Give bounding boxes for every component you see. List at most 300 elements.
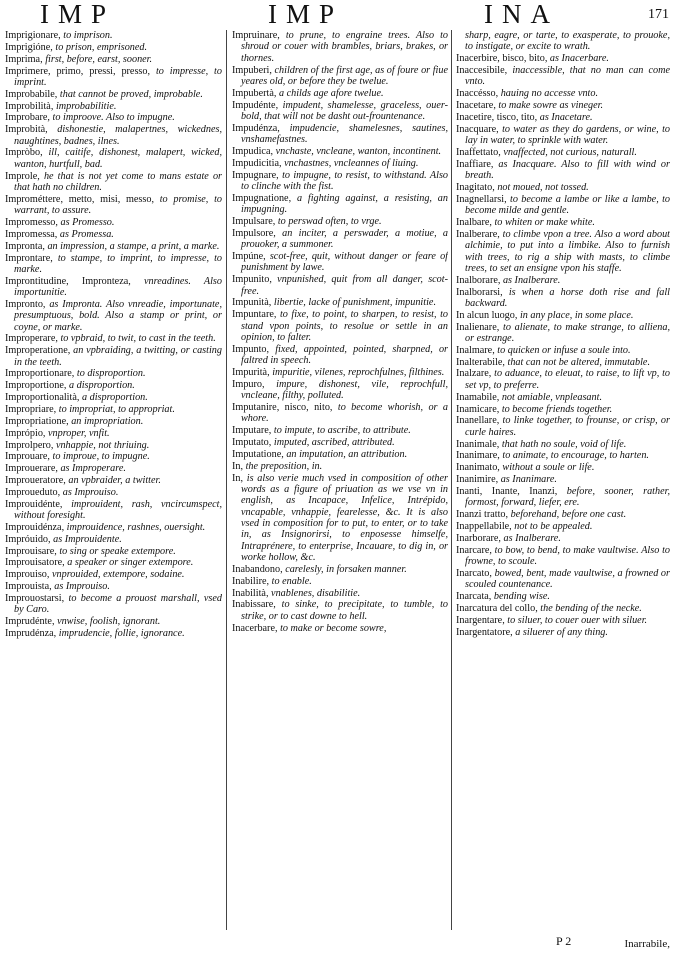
dictionary-entry xyxy=(232,461,448,472)
entry-definition: to aduance, to eleuat, to raise, to lift vp, to set vp, to preferre. xyxy=(465,368,670,391)
dictionary-entry xyxy=(456,450,670,461)
dictionary-entry xyxy=(5,616,222,627)
dictionary-entry xyxy=(456,392,670,403)
entry-definition: bending wise. xyxy=(493,591,550,602)
entry-definition: a childs age afore twelue. xyxy=(278,87,384,99)
entry-headword: Impubertà, xyxy=(232,87,277,99)
dictionary-entry xyxy=(232,65,448,88)
entry-definition: as Inalberare. xyxy=(502,274,561,286)
entry-headword: Inargentatore, xyxy=(456,626,513,638)
entry-headword: Improueratore, xyxy=(5,475,66,487)
entry-headword: Inanzi tratto, xyxy=(456,509,509,521)
entry-definition: before, sooner, rather, formost, forward, liefer, ere. xyxy=(465,485,670,509)
dictionary-entry xyxy=(456,112,670,123)
entry-definition: to enable. xyxy=(271,575,312,587)
entry-definition: an inciter, a perswader, a motiue, a prouoker, a summoner. xyxy=(241,227,448,251)
entry-definition: vnablenes, disabilitie. xyxy=(271,587,361,599)
entry-headword: Improuare, xyxy=(5,451,50,463)
entry-headword: Inaffettato, xyxy=(456,146,501,158)
entry-headword: Impuro, xyxy=(232,378,265,390)
entry-definition: ill, caitife, dishonest, malapert, wicked, wanton, hurtfull, bad. xyxy=(14,147,222,170)
dictionary-entry xyxy=(456,53,670,64)
entry-headword: Inalborarsi, xyxy=(456,286,503,298)
entry-headword: Impròbo, xyxy=(5,147,43,159)
entry-definition: to improue, to impugne. xyxy=(52,451,150,463)
entry-headword: Impulsare, xyxy=(232,216,276,227)
entry-definition: as Inacerbare. xyxy=(549,53,609,65)
entry-definition: first, before, earst, sooner. xyxy=(45,53,153,65)
entry-headword: Inalborare, xyxy=(456,274,501,286)
entry-headword: Improbilità, xyxy=(5,100,54,112)
entry-definition: as Promesso. xyxy=(60,217,115,228)
entry-definition: vnchaste, vncleane, wanton, incontinent. xyxy=(275,145,442,157)
dictionary-entry xyxy=(456,345,670,356)
entry-definition: a siluerer of any thing. xyxy=(515,626,608,638)
dictionary-entry xyxy=(456,368,670,391)
dictionary-entry xyxy=(5,440,222,451)
entry-headword: Inaccésso, xyxy=(456,88,499,100)
dictionary-entry xyxy=(456,159,670,182)
entry-definition: as Impronta. Also vnreadie, importunate, presumptuous, bold. Also a stamp or print, or coyne, or marke. xyxy=(14,298,222,333)
entry-headword: Imputare, xyxy=(232,425,272,437)
entry-headword: Inarborare, xyxy=(456,532,501,544)
entry-headword: Inalterabile, xyxy=(456,356,505,368)
dictionary-entry xyxy=(5,89,222,100)
entry-headword: Improuista, xyxy=(5,581,52,593)
dictionary-entry xyxy=(232,379,448,402)
entry-headword: Inalmare, xyxy=(456,344,495,356)
entry-headword: Impulsore, xyxy=(232,227,276,239)
dictionary-entry xyxy=(456,310,670,321)
dictionary-entry xyxy=(5,416,222,427)
entry-headword: Improlpero, xyxy=(5,439,54,451)
entry-definition: as Improuiso. xyxy=(62,486,119,498)
dictionary-entry xyxy=(5,345,222,368)
entry-headword: Impunito, xyxy=(232,274,272,286)
entry-definition: libertie, lacke of punishment, impunitie. xyxy=(273,297,436,309)
entry-definition: to stampe, to imprint, to impresse, to marke. xyxy=(14,252,222,275)
entry-definition: an imputation, an attribution. xyxy=(286,448,408,460)
entry-headword: Improperare, xyxy=(5,333,58,345)
entry-headword: Impropriare, xyxy=(5,404,57,415)
dictionary-entry xyxy=(456,615,670,626)
entry-definition: to become a prouost marshall, vsed by Caro. xyxy=(14,593,222,616)
entry-headword: Improbabile, xyxy=(5,88,58,100)
dictionary-entry xyxy=(5,392,222,403)
dictionary-entry xyxy=(456,603,670,614)
dictionary-entry xyxy=(456,287,670,310)
dictionary-entry xyxy=(5,628,222,639)
entry-headword: Inagitato, xyxy=(456,181,495,193)
entry-definition: to become whorish, or a whore. xyxy=(241,402,448,425)
entry-definition: a speaker or singer extempore. xyxy=(67,557,194,569)
entry-headword: Inacquare, xyxy=(456,123,499,135)
dictionary-entry xyxy=(232,30,448,64)
entry-definition: to linke together, to frounse, or crisp, or curle haires. xyxy=(465,415,670,438)
entry-headword: Inanimire, xyxy=(456,474,499,486)
entry-definition: fixed, appointed, pointed, sharpned, or faltred in speech. xyxy=(241,343,448,367)
entry-headword: Imprima, xyxy=(5,53,43,65)
dictionary-entry xyxy=(5,499,222,522)
dictionary-entry xyxy=(5,101,222,112)
dictionary-entry xyxy=(5,229,222,240)
entry-headword: Improportione, xyxy=(5,380,67,392)
dictionary-entry xyxy=(5,241,222,252)
entry-definition: to impresse, to imprint. xyxy=(14,65,222,88)
dictionary-entry xyxy=(232,309,448,343)
dictionary-entry xyxy=(5,581,222,592)
entry-definition: to animate, to encourage, to harten. xyxy=(502,450,649,462)
entry-definition: impudent, shamelesse, graceless, ouer-bold, that will not be dasht out-frountenance. xyxy=(241,99,448,122)
entry-definition: impudencie, shamelesnes, sautines, vnshamefastnes. xyxy=(241,122,448,146)
entry-headword: Improuisare, xyxy=(5,545,57,557)
entry-definition: vnprouided, extempore, sodaine. xyxy=(51,569,185,581)
dictionary-entry xyxy=(232,158,448,169)
dictionary-entry xyxy=(5,299,222,333)
entry-definition: dishonestie, malapertnes, wickednes, naughtines, badnes, ilnes. xyxy=(14,124,222,147)
entry-definition: impuritie, vilenes, reprochfulnes, filthines. xyxy=(272,366,445,378)
entry-definition: as Inacquare. Also to fill with wind or breath. xyxy=(465,158,670,182)
signature-mark: P 2 xyxy=(556,934,572,948)
entry-headword: Inacetare, xyxy=(456,100,496,112)
dictionary-entry xyxy=(5,557,222,568)
entry-headword: Impunità, xyxy=(232,297,272,309)
dictionary-entry xyxy=(5,333,222,344)
column-right xyxy=(456,30,670,948)
entry-definition: hauing no accesse vnto. xyxy=(500,88,599,100)
entry-headword: Improbità, xyxy=(5,124,48,136)
dictionary-entry xyxy=(456,124,670,147)
entry-definition: to impugne, to resist, to withstand. Also to clinche with the fist. xyxy=(241,169,448,192)
entry-definition: to disproportion. xyxy=(76,368,146,380)
dictionary-entry xyxy=(5,546,222,557)
entry-headword: Inacerbare, xyxy=(232,622,278,634)
dictionary-entry xyxy=(5,42,222,53)
entry-definition: as Inalberare. xyxy=(503,532,561,544)
dictionary-entry xyxy=(5,451,222,462)
dictionary-entry xyxy=(456,322,670,345)
dictionary-entry xyxy=(456,404,670,415)
dictionary-entry xyxy=(456,509,670,520)
dictionary-entry xyxy=(232,193,448,216)
catchword: Inarrabile, xyxy=(624,938,670,950)
entry-headword: Impuntare, xyxy=(232,309,277,321)
entry-definition: children of the first age, as of foure or fiue yeares old, or before they be twelue. xyxy=(241,64,448,87)
dictionary-entry xyxy=(5,593,222,616)
dictionary-entry xyxy=(232,576,448,587)
column-middle xyxy=(232,30,448,948)
entry-definition: an vpbraiding, a twitting, or casting in the teeth. xyxy=(14,345,222,368)
entry-definition: as Improuiso. xyxy=(54,581,110,593)
entry-definition: to prune, to engraine trees. Also to shroud or couer with brambles, briars, brakes, or thornes. xyxy=(241,30,448,64)
entry-headword: Inalienare, xyxy=(456,321,500,333)
entry-headword: Improuidénza, xyxy=(5,521,65,533)
entry-headword: Impronta, xyxy=(5,240,45,252)
entry-definition: to climbe vpon a tree. Also a word about alchimie, to put into a limbike. Also to furnish with trees, to rig a ship with masts, to climbe trees, to set an ensigne vpon his staffe. xyxy=(465,228,670,274)
dictionary-entry xyxy=(456,462,670,473)
entry-headword: Imprimere, primo, pressi, presso, xyxy=(5,65,151,77)
entry-headword: Imprudénza, xyxy=(5,628,57,640)
entry-headword: Inarcato, xyxy=(456,567,492,579)
entry-definition: in any place, in some place. xyxy=(519,309,634,321)
entry-headword: Inaccesibile, xyxy=(456,65,508,77)
dictionary-entry xyxy=(456,275,670,286)
entry-definition: improbabilitie. xyxy=(55,100,117,112)
entry-definition: to perswad often, to vrge. xyxy=(277,216,382,227)
entry-headword: Inabandono, xyxy=(232,563,283,575)
entry-definition: a fighting against, a resisting, an impugning. xyxy=(241,192,448,216)
entry-headword: Imprópio, xyxy=(5,427,46,439)
entry-definition: as Inanimare. xyxy=(500,474,557,486)
dictionary-entry xyxy=(232,402,448,425)
entry-headword: Improuerare, xyxy=(5,463,58,475)
entry-headword: Imputanire, nisco, nito, xyxy=(232,402,333,413)
entry-definition: to quicken or infuse a soule into. xyxy=(497,344,631,356)
entry-definition: to sing or speake extempore. xyxy=(59,545,176,557)
entry-headword: Inanellare, xyxy=(456,415,500,427)
dictionary-entry xyxy=(5,276,222,299)
dictionary-entry xyxy=(232,146,448,157)
dictionary-entry xyxy=(5,487,222,498)
dictionary-entry xyxy=(232,344,448,367)
entry-definition: the bending of the necke. xyxy=(540,602,642,614)
entry-definition: vnhappie, not thriuing. xyxy=(55,439,150,451)
entry-headword: Inacerbire, bisco, bito, xyxy=(456,53,548,65)
entry-definition: to vpbraid, to twit, to cast in the teeth. xyxy=(60,333,216,345)
dictionary-entry xyxy=(232,170,448,193)
column-left xyxy=(5,30,222,948)
entry-definition: is also verie much vsed in composition of other words as a figure of priuation as we vse vn in english, as Incapace, Infelice, Intrépido, vncapable, vnhappie, fearelesse, &c. It is also vsed in composition for to put, to enter, or to take in, as Insignorirsi, to enposesse himselfe, Intraprénere, to enterprise, Incauare, to dig in, or worke hollow, &c. xyxy=(241,472,448,563)
entry-definition: as Promessa. xyxy=(59,228,114,240)
dictionary-entry xyxy=(5,124,222,147)
dictionary-entry xyxy=(5,217,222,228)
entry-headword: Inanimale, xyxy=(456,438,500,450)
entry-definition: the preposition, in. xyxy=(245,460,323,472)
entry-definition: as Improperare. xyxy=(60,463,126,475)
entry-headword: Inarcata, xyxy=(456,591,492,602)
entry-headword: Improuostarsi, xyxy=(5,593,65,604)
entry-definition: to bow, to bend, to make vaultwise. Also to frowne, to scoule. xyxy=(465,544,670,567)
entry-definition: to whiten or make white. xyxy=(494,217,595,228)
entry-definition: as Inacetare. xyxy=(539,111,593,123)
page-footer xyxy=(456,934,670,954)
entry-headword: Improuiso, xyxy=(5,569,50,581)
dictionary-entry xyxy=(456,521,670,532)
entry-definition: not moued, not tossed. xyxy=(497,181,589,193)
running-head-center: IMP xyxy=(268,0,344,29)
dictionary-entry xyxy=(232,599,448,622)
entry-headword: Improbare, xyxy=(5,112,50,124)
entry-definition: that cannot be proved, improbable. xyxy=(59,88,203,100)
entry-definition: inaccessible, that no man can come vnto. xyxy=(465,65,670,88)
dictionary-entry xyxy=(456,533,670,544)
dictionary-entry xyxy=(456,568,670,591)
dictionary-entry xyxy=(232,449,448,460)
entry-headword: In alcun luogo, xyxy=(456,309,518,321)
entry-definition: vnwise, foolish, ignorant. xyxy=(57,616,161,628)
entry-definition: an vpbraider, a twitter. xyxy=(68,475,161,487)
dictionary-entry xyxy=(232,274,448,297)
dictionary-entry xyxy=(5,253,222,276)
entry-headword: Inalbare, xyxy=(456,217,492,228)
entry-headword: Inarcatura del collo, xyxy=(456,602,538,614)
dictionary-entry xyxy=(232,437,448,448)
dictionary-entry xyxy=(232,367,448,378)
entry-headword: Impurità, xyxy=(232,366,270,378)
dictionary-entry xyxy=(5,428,222,439)
entry-headword: Impropriatione, xyxy=(5,415,69,427)
entry-headword: Improntitudine, Impronteza, xyxy=(5,275,131,287)
dictionary-entry xyxy=(456,217,670,228)
entry-definition: without a soule or life. xyxy=(502,462,595,474)
entry-definition: to improove. Also to impugne. xyxy=(52,112,175,124)
dictionary-entry xyxy=(232,564,448,575)
dictionary-entry xyxy=(456,147,670,158)
dictionary-entry xyxy=(5,404,222,415)
dictionary-entry xyxy=(232,425,448,436)
column-divider-right xyxy=(451,30,452,930)
entry-definition: imprudencie, follie, ignorance. xyxy=(58,628,185,640)
entry-headword: Improperatione, xyxy=(5,345,71,357)
dictionary-entry xyxy=(232,216,448,227)
entry-definition: that hath no soule, void of life. xyxy=(501,438,627,450)
dictionary-entry xyxy=(456,415,670,438)
dictionary-entry xyxy=(456,182,670,193)
entry-headword: Inalberare, xyxy=(456,228,500,240)
entry-headword: Impúne, xyxy=(232,251,266,263)
entry-headword: Imprigióne, xyxy=(5,41,53,53)
dictionary-entry xyxy=(232,588,448,599)
column-divider-left xyxy=(226,30,227,930)
dictionary-entry xyxy=(456,100,670,111)
entry-headword: Inanimato, xyxy=(456,462,500,474)
entry-definition: impure, dishonest, vile, reprochfull, vncleane, filthy, polluted. xyxy=(241,378,448,402)
entry-definition: to alienate, to make strange, to alliena, or estrange. xyxy=(465,321,670,344)
dictionary-entry xyxy=(232,251,448,274)
dictionary-entry xyxy=(232,123,448,146)
dictionary-entry xyxy=(232,228,448,251)
dictionary-entry xyxy=(5,569,222,580)
entry-headword: Impróuido, xyxy=(5,533,51,545)
entry-headword: Inabilire, xyxy=(232,575,270,587)
dictionary-entry xyxy=(5,194,222,217)
entry-headword: Impuberi, xyxy=(232,64,272,76)
entry-definition: to impute, to ascribe, to attribute. xyxy=(273,425,411,437)
entry-definition: to impropriat, to appropriat. xyxy=(58,404,175,415)
entry-definition: to become friends together. xyxy=(501,403,613,415)
entry-headword: Improuidénte, xyxy=(5,498,63,510)
entry-headword: Inanti, Inante, Inanzi, xyxy=(456,485,558,497)
dictionary-entry xyxy=(5,463,222,474)
dictionary-entry xyxy=(232,473,448,564)
entry-definition: an impression, a stampe, a print, a marke. xyxy=(47,240,220,252)
entry-headword: Impruinare, xyxy=(232,30,280,41)
entry-headword: Inalzare, xyxy=(456,368,492,380)
entry-headword: Impudénza, xyxy=(232,122,280,134)
running-header xyxy=(0,0,675,28)
entry-definition: not amiable, vnpleasant. xyxy=(501,391,602,403)
entry-headword: Impudicitia, xyxy=(232,157,282,169)
entry-headword: Imputato, xyxy=(232,437,272,449)
dictionary-entry xyxy=(232,88,448,99)
entry-headword: Impudénte, xyxy=(232,99,279,111)
dictionary-entry xyxy=(232,100,448,123)
entry-headword: Inagnellarsi, xyxy=(456,193,507,205)
entry-definition: to become a lambe or like a lambe, to become milde and gentle. xyxy=(465,193,670,217)
entry-definition: vnreadines. Also importunitie. xyxy=(14,275,222,299)
entry-definition: to prison, emprisoned. xyxy=(55,41,148,53)
entry-headword: Inabilità, xyxy=(232,587,269,599)
entry-definition: to water as they do gardens, or wine, to lay in water, to sprinkle with water. xyxy=(465,123,670,147)
entry-definition: vnpunished, quit from all danger, scot-free. xyxy=(241,274,448,297)
dictionary-entry xyxy=(5,171,222,194)
dictionary-entry xyxy=(5,54,222,65)
dictionary-entry xyxy=(456,30,670,53)
dictionary-entry xyxy=(5,147,222,170)
entry-headword: Impromessa, xyxy=(5,228,58,240)
entry-headword: Improntare, xyxy=(5,252,53,264)
entry-definition: vnproper, vnfit. xyxy=(48,427,110,439)
dictionary-entry xyxy=(5,534,222,545)
dictionary-entry xyxy=(456,474,670,485)
dictionary-entry xyxy=(456,357,670,368)
dictionary-entry xyxy=(5,66,222,89)
dictionary-entry xyxy=(456,229,670,274)
entry-headword: In, xyxy=(232,460,244,472)
entry-definition: a disproportion. xyxy=(81,392,148,404)
dictionary-entry xyxy=(5,368,222,379)
dictionary-entry xyxy=(232,623,448,634)
entry-definition: he that is not yet come to mans estate or that hath no children. xyxy=(14,170,222,193)
entry-headword: Improle, xyxy=(5,170,40,182)
entry-headword: Imprigionare, xyxy=(5,30,61,41)
entry-definition: to fixe, to point, to sharpen, to resist, to stand vpon points, to resolue or settle in an opinion, to falter. xyxy=(241,309,448,343)
entry-headword: Inacetire, tisco, tito, xyxy=(456,111,538,123)
entry-headword: Inappellabile, xyxy=(456,520,512,532)
entry-definition: to siluer, to couer ouer with siluer. xyxy=(507,614,648,626)
dictionary-entry xyxy=(456,627,670,638)
running-head-left: IMP xyxy=(40,0,116,29)
entry-headword: Improuisatore, xyxy=(5,557,65,569)
entry-definition: not to be appealed. xyxy=(514,520,593,532)
entry-definition: to promise, to warrant, to assure. xyxy=(14,193,222,217)
dictionary-entry xyxy=(232,297,448,308)
entry-headword: Impudica, xyxy=(232,145,274,157)
entry-headword: Improueduto, xyxy=(5,486,61,498)
entry-definition: improuident, rash, vncircumspect, without foresight. xyxy=(14,498,222,522)
entry-definition: imputed, ascribed, attributed. xyxy=(273,437,395,449)
dictionary-entry xyxy=(456,591,670,602)
entry-headword: Improportionare, xyxy=(5,368,75,380)
running-head-right: INA xyxy=(484,0,559,29)
entry-definition: as Improuidente. xyxy=(53,533,122,545)
entry-headword: Inarcare, xyxy=(456,544,492,556)
entry-definition: is when a horse doth rise and fall backward. xyxy=(465,286,670,309)
entry-definition: improuidence, rashnes, ouersight. xyxy=(66,521,206,533)
dictionary-entry xyxy=(5,112,222,123)
dictionary-entry xyxy=(5,30,222,41)
dictionary-entry xyxy=(456,545,670,568)
entry-definition: vnchastnes, vncleannes of liuing. xyxy=(284,157,419,169)
entry-definition: sharp, eagre, or tarte, to exasperate, to prouoke, to instigate, or excite to wrath. xyxy=(465,30,670,53)
entry-definition: to imprison. xyxy=(63,30,113,41)
entry-headword: Improméttere, metto, misi, messo, xyxy=(5,193,154,205)
dictionary-entry xyxy=(5,475,222,486)
entry-headword: Inabissare, xyxy=(232,599,276,611)
dictionary-entry xyxy=(456,194,670,217)
entry-headword: Impunto, xyxy=(232,343,270,355)
page-number: 171 xyxy=(648,7,669,22)
